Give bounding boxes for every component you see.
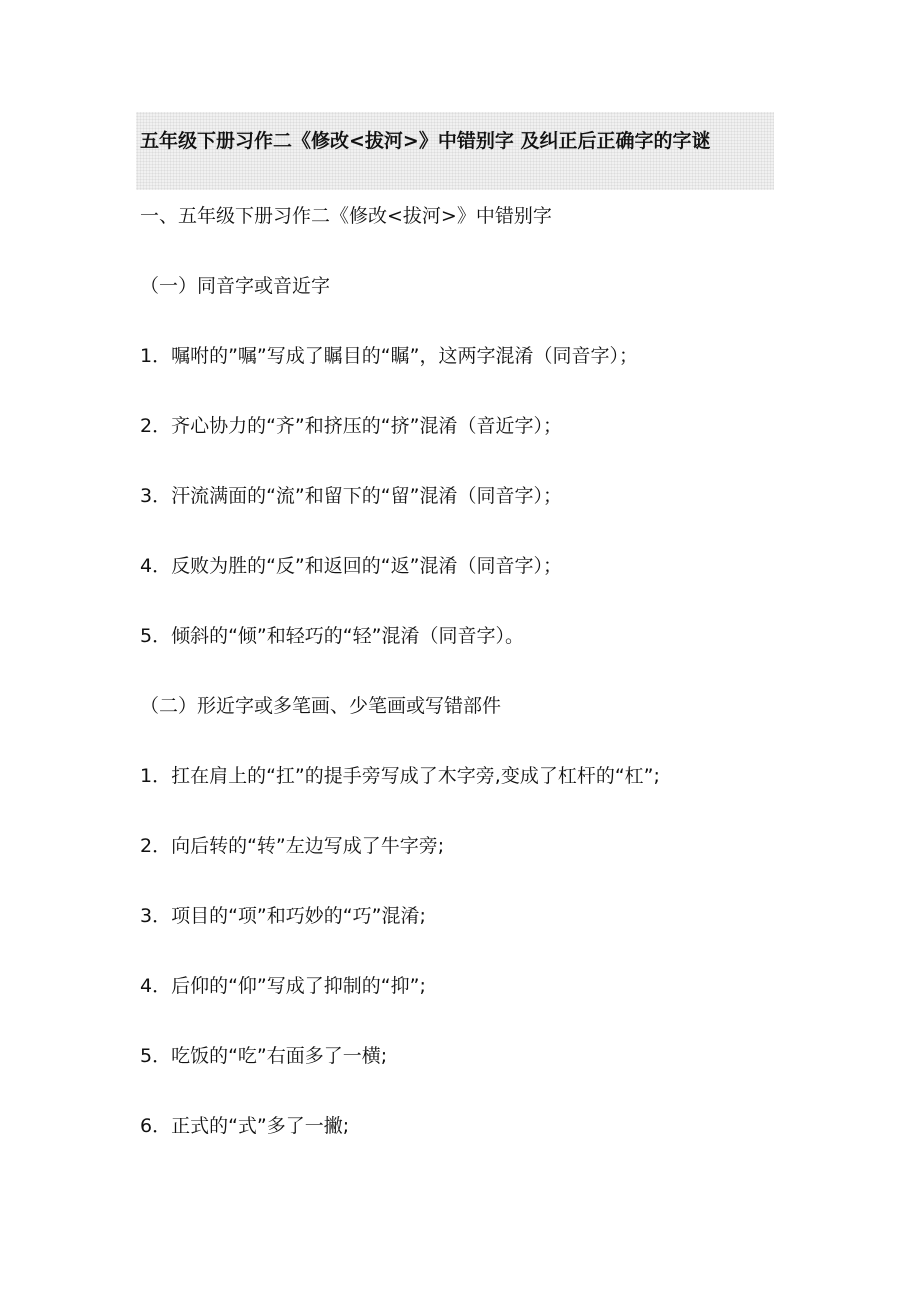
list-item: 2．向后转的“转”左边写成了牛字旁; bbox=[140, 835, 445, 857]
list-item: 5．倾斜的“倾”和轻巧的“轻”混淆（同音字）。 bbox=[140, 625, 524, 647]
list-item: 2．齐心协力的“齐”和挤压的“挤”混淆（音近字）； bbox=[140, 415, 562, 437]
document-title: 五年级下册习作二《修改<拔河>》中错别字 及纠正后正确字的字谜 bbox=[140, 130, 711, 152]
group-heading-shape-errors: （二）形近字或多笔画、少笔画或写错部件 bbox=[140, 695, 502, 717]
list-item: 3．汗流满面的“流”和留下的“留”混淆（同音字）； bbox=[140, 485, 562, 507]
list-item: 1．嘱咐的”嘱”写成了瞩目的“瞩”，这两字混淆（同音字）； bbox=[140, 345, 638, 367]
list-item: 3．项目的“项”和巧妙的“巧”混淆; bbox=[140, 905, 426, 927]
list-item: 4．反败为胜的“反”和返回的“返”混淆（同音字）； bbox=[140, 555, 562, 577]
list-item: 6．正式的“式”多了一撇; bbox=[140, 1115, 350, 1137]
list-item: 1．扛在肩上的“扛”的提手旁写成了木字旁,变成了杠杆的“杠”; bbox=[140, 765, 660, 787]
section-heading: 一、五年级下册习作二《修改<拔河>》中错别字 bbox=[140, 205, 552, 227]
title-banner bbox=[136, 112, 774, 190]
group-heading-homophones: （一）同音字或音近字 bbox=[140, 275, 331, 297]
list-item: 5．吃饭的“吃”右面多了一横; bbox=[140, 1045, 388, 1067]
list-item: 4．后仰的“仰”写成了抑制的“抑”; bbox=[140, 975, 426, 997]
